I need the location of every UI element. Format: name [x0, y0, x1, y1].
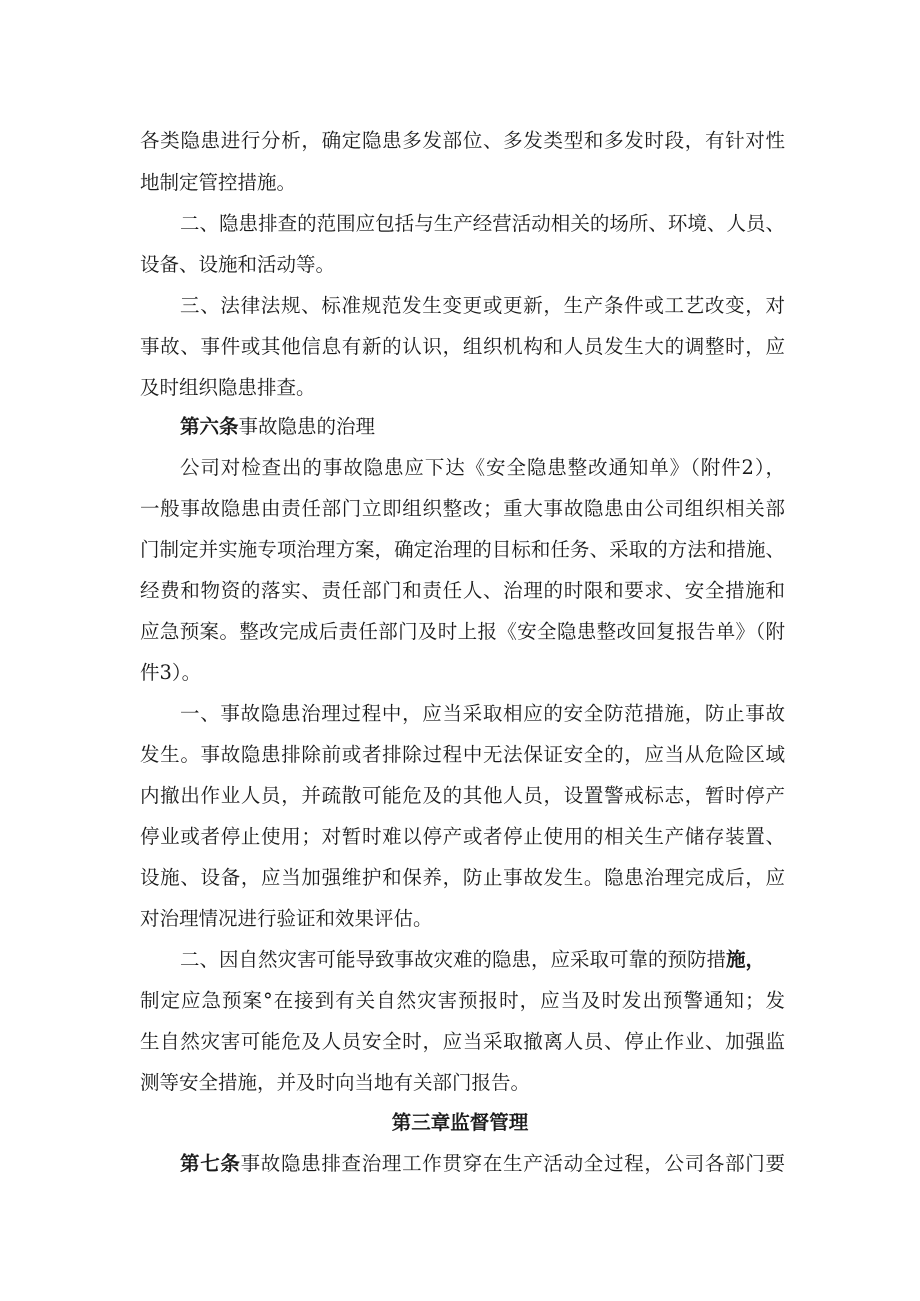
paragraph-line: 发生。事故隐患排除前或者排除过程中无法保证安全的，应当从危险区域 [140, 743, 785, 766]
paragraph-line: 事故、事件或其他信息有新的认识，组织机构和人员发生大的调整时，应 [140, 335, 785, 358]
article-6-title: 事故隐患的治理 [238, 415, 376, 438]
article-7-text: 事故隐患排查治理工作贯穿在生产活动全过程，公司各部门要 [240, 1152, 785, 1175]
paragraph-line: 公司对检查出的事故隐患应下达《安全隐患整改通知单》（附件2）， [180, 456, 785, 479]
paragraph-line: 二、隐患排查的范围应包括与生产经营活动相关的场所、环境、人员、 [180, 212, 785, 235]
article-6-heading [180, 412, 785, 442]
paragraph-line: 应急预案。整改完成后责任部门及时上报《安全隐患整改回复报告单》（附 [140, 620, 785, 643]
paragraph-line: 生自然灾害可能危及人员安全时，应当采取撤离人员、停止作业、加强监 [140, 1030, 785, 1053]
paragraph-line: 一般事故隐患由责任部门立即组织整改；重大事故隐患由公司组织相关部 [140, 497, 785, 520]
paragraph-line-bold-tail: 施， [726, 948, 766, 971]
paragraph-line: 设备、设施和活动等。 [140, 253, 336, 276]
paragraph-line: 三、法律法规、标准规范发生变更或更新，生产条件或工艺改变，对 [180, 294, 785, 317]
article-6-label: 第六条 [180, 415, 239, 438]
paragraph-line: 停业或者停止使用；对暂时难以停产或者停止使用的相关生产储存装置、 [140, 825, 785, 848]
paragraph-line: 内撤出作业人员，并疏散可能危及的其他人员，设置警戒标志，暂时停产 [140, 784, 785, 807]
paragraph-line: 地制定管控措施。 [140, 171, 297, 194]
paragraph-line: 门制定并实施专项治理方案，确定治理的目标和任务、采取的方法和措施、 [140, 538, 785, 561]
article-7-label: 第七条 [180, 1152, 241, 1175]
paragraph-line-text: 二、因自然灾害可能导致事故灾难的隐患，应采取可靠的预防措 [180, 948, 727, 971]
paragraph-line: 设施、设备，应当加强维护和保养，防止事故发生。隐患治理完成后，应 [140, 866, 785, 889]
article-7-line [180, 1149, 785, 1179]
paragraph-line: 制定应急预案°在接到有关自然灾害预报时，应当及时发出预警通知；发 [140, 989, 785, 1012]
paragraph-line: 及时组织隐患排查。 [140, 376, 316, 399]
paragraph-line: 经费和物资的落实、责任部门和责任人、治理的时限和要求、安全措施和 [140, 579, 785, 602]
paragraph-line [180, 945, 785, 975]
chapter-3-heading: 第三章监督管理 [391, 1111, 529, 1134]
paragraph-line: 测等安全措施，并及时向当地有关部门报告。 [140, 1071, 531, 1094]
paragraph-line: 各类隐患进行分析，确定隐患多发部位、多发类型和多发时段，有针对性 [140, 129, 785, 152]
paragraph-line: 件3）。 [140, 661, 202, 684]
paragraph-line: 对治理情况进行验证和效果评估。 [140, 907, 433, 930]
paragraph-line: 一、事故隐患治理过程中，应当采取相应的安全防范措施，防止事故 [180, 702, 785, 725]
